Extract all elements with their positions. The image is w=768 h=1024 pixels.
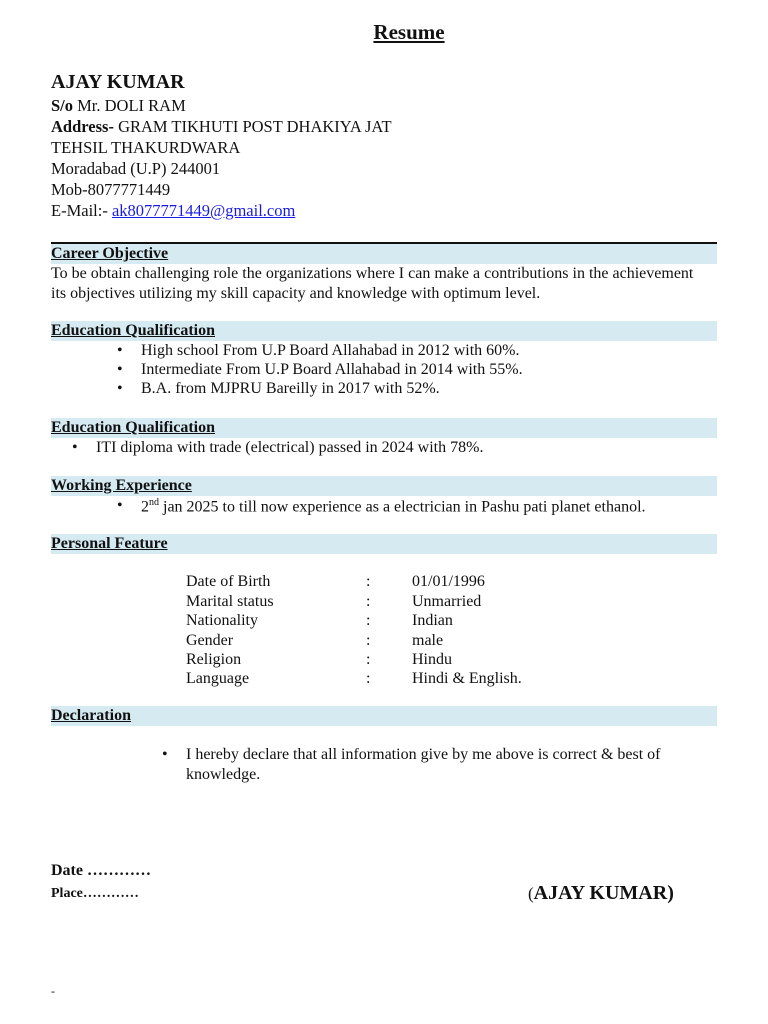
email-label: E-Mail:- [51,201,108,220]
address-label: Address- [51,117,114,136]
career-objective-band [51,244,717,264]
address-value: GRAM TIKHUTI POST DHAKIYA JAT [118,117,392,136]
experience-band [51,476,717,496]
education-band [51,321,717,341]
religion-value: Hindu [412,651,452,668]
gender-separator: : [366,632,371,649]
page-title: Resume [373,20,445,44]
education-heading: Education Qualification [51,322,216,339]
dob-value: 01/01/1996 [412,573,485,590]
signature-name [528,882,674,905]
address-line-2: TEHSIL THAKURDWARA [51,138,241,157]
language-separator: : [366,670,371,687]
nationality-label: Nationality [186,612,258,629]
experience-day-suffix: nd [149,497,159,508]
so-label: S/o [51,96,74,115]
technical-education-band [51,418,717,438]
father-name [51,96,186,116]
date-field: Date ………… [51,862,151,879]
address-line-1 [51,117,392,137]
experience-heading: Working Experience [51,477,192,494]
signature-text: AJAY KUMAR) [533,882,674,904]
technical-education-heading: Education Qualification [51,419,216,436]
address-line-3: Moradabad (U.P) 244001 [51,159,221,178]
technical-education-item: • ITI diploma with trade (electrical) passed in 2024 with 78%. [96,439,483,457]
place-field: Place………… [51,886,139,901]
declaration-line-1: • I hereby declare that all information give by me above is correct & best of [186,746,660,764]
career-objective-line-2: its objectives utilizing my skill capacity and knowledge with optimum level. [51,285,541,302]
education-item: • Intermediate From U.P Board Allahabad in 2014 with 55%. [141,361,523,379]
footer-mark: - [51,984,55,998]
dob-label: Date of Birth [186,573,271,590]
signature-paren: ( [528,884,534,903]
dob-separator: : [366,573,371,590]
personal-feature-heading: Personal Feature [51,535,168,552]
marital-status-value: Unmarried [412,593,482,610]
gender-value: male [412,632,444,649]
declaration-line-2: knowledge. [186,766,261,783]
career-objective-heading: Career Objective [51,245,169,262]
email-link[interactable]: ak8077771449@gmail.com [111,201,296,220]
gender-label: Gender [186,632,234,649]
so-value: Mr. DOLI RAM [77,96,186,115]
language-value: Hindi & English. [412,670,522,687]
experience-text: jan 2025 to till now experience as a electrician in Pashu pati planet ethanol. [159,498,646,516]
education-item: • B.A. from MJPRU Bareilly in 2017 with 52%. [141,380,440,398]
marital-status-label: Marital status [186,593,274,610]
religion-label: Religion [186,651,242,668]
education-item: • High school From U.P Board Allahabad in 2012 with 60%. [141,342,520,360]
candidate-name: AJAY KUMAR [51,71,185,93]
declaration-band [51,706,717,726]
marital-status-separator: : [366,593,371,610]
personal-feature-band [51,534,717,554]
nationality-value: Indian [412,612,453,629]
declaration-heading: Declaration [51,707,131,724]
language-label: Language [186,670,250,687]
experience-item [141,497,646,516]
career-objective-line-1: To be obtain challenging role the organizations where I can make a contributions in the achievement [51,265,694,282]
email-line [51,201,295,221]
nationality-separator: : [366,612,371,629]
experience-day: 2 [141,498,149,516]
religion-separator: : [366,651,371,668]
mobile-number: Mob-8077771449 [51,180,171,199]
